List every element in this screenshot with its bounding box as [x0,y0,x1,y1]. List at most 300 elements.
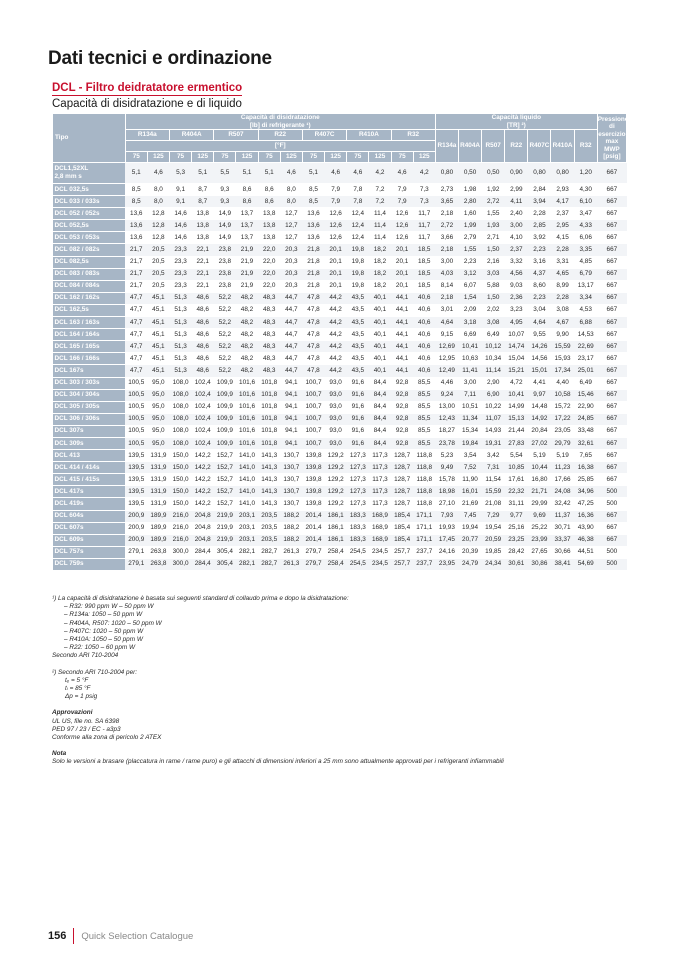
table-row [53,498,627,510]
table-cell: 139,8 [302,474,324,486]
table-cell: 32,61 [574,437,597,449]
row-type-name: DCL 309s [53,437,126,449]
table-cell: 12,6 [391,208,413,220]
table-cell: 109,9 [214,425,236,437]
table-cell: 47,8 [302,304,324,316]
table-cell: 118,8 [413,486,435,498]
table-cell: 48,2 [236,329,258,341]
table-cell: 5,23 [435,450,458,462]
table-cell: 31,11 [505,498,528,510]
approvals-item: Conforme alla zona di pericolo 2 ATEX [52,734,162,742]
table-cell: 7,2 [369,184,391,196]
table-cell: 12,4 [347,220,369,232]
table-cell: 1,20 [574,163,597,184]
table-cell: 12,4 [347,232,369,244]
table-cell: 47,7 [125,292,147,304]
table-cell: 18,2 [369,244,391,256]
table-cell: 282,1 [236,558,258,570]
approvals-item: UL US, file no. SA 6398 [52,717,120,725]
header-temperature: 75 [258,152,280,163]
table-row [53,389,627,401]
table-cell: 8,60 [528,280,551,292]
row-type-name: DCL 609s [53,534,126,546]
table-cell: 128,7 [391,498,413,510]
table-cell: 21,9 [236,268,258,280]
table-cell: 43,5 [347,353,369,365]
row-type-name: DCL 083 / 083s [53,268,126,280]
table-cell: 4,6 [391,163,413,184]
table-cell: 128,7 [391,450,413,462]
table-cell: 20,3 [280,244,302,256]
table-cell: 100,7 [302,401,324,413]
table-cell: 152,7 [214,498,236,510]
note1-item: – R134a: 1050 – 50 ppm W [64,611,143,619]
table-cell: 45,1 [147,292,169,304]
table-cell: 2,23 [528,292,551,304]
table-cell: 10,51 [458,401,481,413]
table-cell: 2,02 [482,304,505,316]
table-cell: 0,90 [505,163,528,184]
table-cell: 12,7 [280,208,302,220]
nota-text: Solo le versioni a brasare (placcatura in rame / rame puro) e gli attacchi di dimensioni inferiori a 25 mm sono attualmente approvati per i refrigeranti infiammabili [52,758,504,766]
table-cell: 46,38 [574,534,597,546]
table-cell: 2,93 [551,184,574,196]
table-cell: 48,6 [192,329,214,341]
table-cell: 21,7 [125,268,147,280]
table-cell: 2,28 [551,244,574,256]
table-cell: 279,7 [302,546,324,558]
table-cell: 3,32 [505,256,528,268]
table-cell: 131,9 [147,450,169,462]
note1-item: – R407C: 1020 – 50 ppm W [64,627,144,635]
table-cell: 23,8 [214,244,236,256]
table-cell: 4,6 [325,163,347,184]
table-cell: 171,1 [413,534,435,546]
table-cell: 23,25 [505,534,528,546]
table-cell: 40,1 [369,353,391,365]
table-cell: 15,21 [505,365,528,377]
table-cell: 2,28 [551,292,574,304]
table-cell: 21,8 [302,256,324,268]
table-cell: 667 [597,184,626,196]
table-cell: 101,6 [236,401,258,413]
table-cell: 150,0 [169,486,191,498]
table-cell: 7,29 [482,510,505,522]
table-cell: 667 [597,317,626,329]
table-cell: 11,07 [482,413,505,425]
table-cell: 9,97 [528,389,551,401]
table-cell: 11,7 [413,208,435,220]
table-cell: 23,78 [435,437,458,449]
table-cell: 91,6 [347,437,369,449]
table-cell: 142,2 [192,474,214,486]
table-cell: 14,56 [528,353,551,365]
table-cell: 9,1 [169,184,191,196]
table-cell: 0,80 [528,163,551,184]
table-cell: 47,25 [574,498,597,510]
table-cell: 22,69 [574,341,597,353]
table-cell: 44,1 [391,353,413,365]
table-cell: 102,4 [192,437,214,449]
table-cell: 128,7 [391,486,413,498]
table-cell: 15,78 [435,474,458,486]
table-cell: 43,90 [574,522,597,534]
table-cell: 2,28 [528,208,551,220]
table-cell: 102,4 [192,389,214,401]
table-cell: 91,6 [347,389,369,401]
table-cell: 9,15 [435,329,458,341]
table-cell: 6,88 [574,317,597,329]
table-cell: 667 [597,268,626,280]
table-cell: 47,8 [302,329,324,341]
header-liq-refrigerant: R410A [551,130,574,163]
table-cell: 216,0 [169,534,191,546]
header-temperature: 125 [280,152,302,163]
table-cell: 257,7 [391,546,413,558]
row-type-name: DCL 419s [53,498,126,510]
table-cell: 85,5 [413,377,435,389]
table-cell: 1,55 [482,208,505,220]
table-cell: 12,49 [435,365,458,377]
table-cell: 43,5 [347,341,369,353]
table-cell: 12,8 [147,232,169,244]
table-cell: 101,8 [258,389,280,401]
table-cell: 17,61 [505,474,528,486]
header-liquid-unit: [TR] ²) [506,121,526,129]
table-cell: 11,4 [369,232,391,244]
table-cell: 189,9 [147,510,169,522]
table-cell: 1,98 [458,184,481,196]
table-cell: 141,0 [236,498,258,510]
table-cell: 40,6 [413,304,435,316]
table-cell: 11,14 [482,365,505,377]
row-type-name: DCL 759s [53,558,126,570]
table-cell: 5,1 [302,163,324,184]
table-cell: 17,22 [551,413,574,425]
table-cell: 117,3 [369,486,391,498]
table-cell: 4,40 [551,377,574,389]
table-cell: 667 [597,232,626,244]
table-cell: 44,2 [325,304,347,316]
table-cell: 43,5 [347,317,369,329]
table-cell: 25,01 [574,365,597,377]
table-cell: 117,3 [369,498,391,510]
table-cell: 23,3 [169,268,191,280]
table-cell: 4,64 [528,317,551,329]
table-cell: 18,2 [369,268,391,280]
table-cell: 667 [597,280,626,292]
table-cell: 20,5 [147,268,169,280]
table-cell: 47,7 [125,329,147,341]
table-cell: 3,35 [574,244,597,256]
table-cell: 263,8 [147,546,169,558]
header-pressure-line: Pressione [597,115,629,123]
table-cell: 27,10 [435,498,458,510]
table-cell: 47,8 [302,353,324,365]
table-cell: 129,2 [325,486,347,498]
table-cell: 20,1 [391,256,413,268]
table-cell: 23,99 [528,534,551,546]
header-temperature: 75 [169,152,191,163]
table-cell: 189,9 [147,522,169,534]
table-cell: 2,85 [528,220,551,232]
table-row [53,184,627,196]
table-cell: 109,9 [214,401,236,413]
table-cell: 128,7 [391,474,413,486]
row-type-name: DCL 307s [53,425,126,437]
table-cell: 141,3 [258,474,280,486]
table-cell: 12,6 [325,208,347,220]
table-cell: 40,6 [413,365,435,377]
page-footer [48,928,193,944]
table-cell: 14,92 [528,413,551,425]
table-cell: 3,01 [435,304,458,316]
table-cell: 8,5 [302,184,324,196]
table-cell: 14,9 [214,220,236,232]
table-cell: 168,9 [369,510,391,522]
table-cell: 44,2 [325,365,347,377]
table-cell: 8,5 [302,196,324,208]
table-cell: 3,12 [458,268,481,280]
row-type-name: DCL 053 / 053s [53,232,126,244]
table-cell: 84,4 [369,413,391,425]
table-cell: 51,3 [169,341,191,353]
table-cell: 3,04 [528,304,551,316]
table-cell: 3,00 [458,377,481,389]
table-cell: 5,19 [551,450,574,462]
table-cell: 168,9 [369,534,391,546]
table-cell: 12,6 [391,232,413,244]
table-cell: 45,1 [147,365,169,377]
table-cell: 0,50 [482,163,505,184]
table-cell: 52,2 [214,341,236,353]
table-cell: 15,34 [458,425,481,437]
table-cell: 18,5 [413,244,435,256]
table-cell: 139,5 [125,474,147,486]
table-cell: 10,41 [505,389,528,401]
table-cell: 84,4 [369,425,391,437]
table-cell: 21,9 [236,280,258,292]
table-cell: 1,50 [482,244,505,256]
table-cell: 13,7 [236,208,258,220]
table-cell: 667 [597,510,626,522]
table-row [53,196,627,208]
header-temperature: 125 [147,152,169,163]
table-cell: 101,6 [236,389,258,401]
table-row [53,317,627,329]
table-cell: 84,4 [369,401,391,413]
table-cell: 152,7 [214,486,236,498]
table-cell: 127,3 [347,474,369,486]
table-cell: 7,93 [435,510,458,522]
table-cell: 21,7 [125,244,147,256]
table-cell: 40,6 [413,353,435,365]
table-cell: 38,41 [551,558,574,570]
header-liq-refrigerant: R134a [435,130,458,163]
capacity-table [52,113,627,571]
table-cell: 14,9 [214,208,236,220]
table-cell: 22,1 [192,268,214,280]
header-liquid-label: Capacità liquido [491,114,541,121]
header-liq-refrigerant: R507 [482,130,505,163]
table-cell: 3,00 [435,256,458,268]
table-cell: 3,31 [551,256,574,268]
table-cell: 131,9 [147,486,169,498]
row-type-name: DCL 604s [53,510,126,522]
table-cell: 17,45 [435,534,458,546]
table-cell: 101,6 [236,425,258,437]
table-cell: 237,7 [413,546,435,558]
table-cell: 30,86 [528,558,551,570]
header-liq-refrigerant: R32 [574,130,597,163]
table-cell: 152,7 [214,450,236,462]
header-dry-refrigerant: R22 [258,130,302,141]
table-cell: 16,01 [458,486,481,498]
table-cell: 237,7 [413,558,435,570]
table-cell: 117,3 [369,462,391,474]
row-type-name: DCL 164 / 164s [53,329,126,341]
table-cell: 21,71 [528,486,551,498]
table-cell: 219,9 [214,534,236,546]
table-cell: 2,18 [435,292,458,304]
table-cell: 9,90 [551,329,574,341]
table-cell: 47,7 [125,353,147,365]
table-cell: 48,2 [236,365,258,377]
table-cell: 1,99 [458,220,481,232]
table-cell: 15,13 [505,413,528,425]
table-cell: 94,1 [280,401,302,413]
table-cell: 44,1 [391,341,413,353]
table-cell: 30,66 [551,546,574,558]
table-cell: 142,2 [192,462,214,474]
table-cell: 44,7 [280,292,302,304]
table-cell: 34,96 [574,486,597,498]
note1-title: ¹) La capacità di disidratazione è basata sui seguenti standard di collaudo prima e dopo la disidratazione: [52,595,349,602]
table-row [53,256,627,268]
table-cell: 48,3 [258,329,280,341]
table-cell: 100,5 [125,389,147,401]
table-cell: 93,0 [325,389,347,401]
table-row [53,232,627,244]
table-cell: 19,8 [347,244,369,256]
table-cell: 18,5 [413,280,435,292]
table-cell: 44,2 [325,329,347,341]
table-cell: 48,2 [236,317,258,329]
table-cell: 21,7 [125,256,147,268]
table-cell: 11,34 [458,413,481,425]
table-cell: 130,7 [280,450,302,462]
table-cell: 188,2 [280,510,302,522]
table-cell: 3,92 [528,232,551,244]
table-cell: 1,55 [458,244,481,256]
table-cell: 33,48 [574,425,597,437]
table-cell: 16,38 [574,462,597,474]
table-cell: 263,8 [147,558,169,570]
table-cell: 139,5 [125,462,147,474]
table-cell: 45,1 [147,304,169,316]
table-cell: 305,4 [214,558,236,570]
table-cell: 101,8 [258,413,280,425]
table-cell: 5,1 [236,163,258,184]
header-pressure-line: esercizio [598,130,626,138]
table-cell: 7,31 [482,462,505,474]
table-cell: 18,5 [413,256,435,268]
table-cell: 139,5 [125,486,147,498]
approvals-title: Approvazioni [52,709,93,717]
table-cell: 13,6 [125,220,147,232]
product-title: DCL - Filtro deidratatore ermentico [52,82,243,94]
table-cell: 54,69 [574,558,597,570]
table-cell: 667 [597,329,626,341]
table-cell: 667 [597,462,626,474]
table-cell: 11,90 [458,474,481,486]
table-cell: 667 [597,256,626,268]
table-cell: 141,3 [258,450,280,462]
table-row [53,546,627,558]
table-row [53,329,627,341]
table-cell: 30,71 [551,522,574,534]
table-cell: 10,07 [505,329,528,341]
table-cell: 201,4 [302,522,324,534]
table-cell: 7,8 [347,184,369,196]
table-cell: 3,08 [551,304,574,316]
table-cell: 667 [597,401,626,413]
table-cell: 7,11 [458,389,481,401]
table-cell: 93,0 [325,425,347,437]
table-cell: 667 [597,522,626,534]
table-cell: 14,26 [528,341,551,353]
table-cell: 3,94 [528,196,551,208]
table-cell: 109,9 [214,389,236,401]
table-cell: 667 [597,304,626,316]
table-cell: 44,1 [391,317,413,329]
table-cell: 44,51 [574,546,597,558]
table-cell: 48,6 [192,353,214,365]
table-cell: 118,8 [413,462,435,474]
table-cell: 47,7 [125,304,147,316]
table-cell: 219,9 [214,510,236,522]
table-cell: 12,8 [147,220,169,232]
table-cell: 6,07 [458,280,481,292]
table-cell: 3,03 [482,268,505,280]
header-dry-capacity [125,114,435,130]
table-cell: 7,9 [325,196,347,208]
table-cell: 20,3 [280,280,302,292]
table-cell: 22,1 [192,280,214,292]
header-dry-refrigerant: R410A [347,130,391,141]
table-cell: 8,0 [280,196,302,208]
table-cell: 40,1 [369,365,391,377]
table-row [53,510,627,522]
table-cell: 22,1 [192,244,214,256]
table-cell: 48,2 [236,353,258,365]
table-cell: 24,85 [574,413,597,425]
table-cell: 92,8 [391,413,413,425]
table-cell: 0,80 [435,163,458,184]
table-cell: 95,0 [147,401,169,413]
table-cell: 23,8 [214,280,236,292]
header-temperature: 125 [413,152,435,163]
table-cell: 15,04 [505,353,528,365]
table-cell: 667 [597,244,626,256]
table-row [53,534,627,546]
table-cell: 19,8 [347,280,369,292]
table-cell: 9,03 [505,280,528,292]
table-cell: 186,1 [325,522,347,534]
table-cell: 13,8 [192,208,214,220]
table-row [53,437,627,449]
header-temperature: 125 [369,152,391,163]
